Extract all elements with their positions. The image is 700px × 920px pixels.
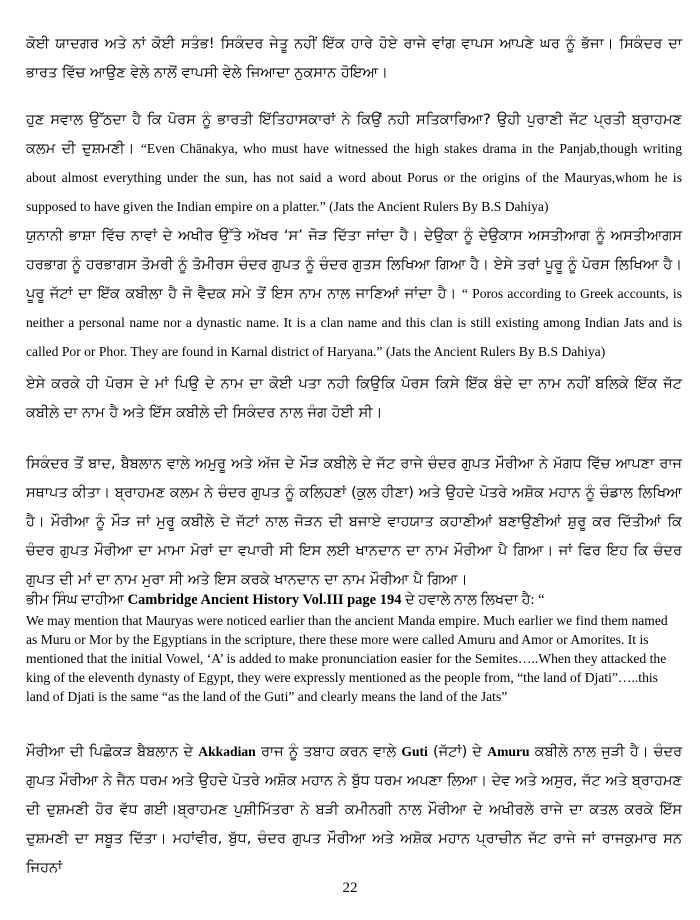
paragraph-7-guti: Guti [401,744,428,759]
paragraph-4 [26,370,682,428]
paragraph-7-part-e: (ਜੱਟਾਂ) ਦੇ [433,744,483,760]
paragraph-3-english-quote: “ Poros according to Greek accounts, is neither a personal name nor a dynastic name. It is a clan name and this clan is still existing among Indian Jats and is called Por or Phor. They are found in Karnal district of Haryana.” (Jats the Ancient Rulers By B.S Dahiya) [26,286,682,359]
paragraph-4-text: ਏਸੇ ਕਰਕੇ ਹੀ ਪੋਰਸ ਦੇ ਮਾਂ ਪਿਉ ਦੇ ਨਾਮ ਦਾ ਕੋਈ ਪਤਾ ਨਹੀ ਕਿਉਕਿ ਪੋਰਸ ਕਿਸੇ ਇੱਕ ਬੰਦੇ ਦਾ ਨਾਮ ਨਹੀਂ ਬਲਿਕੇ ਇੱਕ ਜੱਟ ਕਬੀਲੇ ਦਾ ਨਾਮ ਹੈ ਅਤੇ ਇੱਸ ਕਬੀਲੇ ਦੀ ਸਿਕੰਦਰ ਨਾਲ ਜੰਗ ਹੋਈ ਸੀ। [26,376,682,421]
paragraph-1 [26,30,682,88]
paragraph-6-lead [26,589,682,611]
paragraph-7-part-c: ਰਾਜ ਨੂੰ ਤਬਾਹ ਕਰਨ ਵਾਲੇ [260,744,397,760]
paragraph-7 [26,738,682,883]
paragraph-1-text: ਕੋਈ ਯਾਦਗਰ ਅਤੇ ਨਾਂ ਕੋਈ ਸਤੰਭ! ਸਿਕੰਦਰ ਜੇਤੂ ਨਹੀਂ ਇੱਕ ਹਾਰੇ ਹੋਏ ਰਾਜੇ ਵਾਂਗ ਵਾਪਸ ਆਪਣੇ ਘਰ ਨੂੰ ਭੱਜਾ। ਸਿਕੰਦਰ ਦਾ ਭਾਰਤ ਵਿੱਚ ਆਉਣ ਵੇਲੇ ਨਾਲੋਂ ਵਾਪਸੀ ਵੇਲੇ ਜਿਆਦਾ ਨੁਕਸਾਨ ਹੋਇਆ। [26,36,682,81]
page-number: 22 [342,880,358,896]
paragraph-2 [26,106,682,222]
paragraph-7-part-a: ਮੌਰੀਆ ਦੀ ਪਿਛੋਕੜ ਬੈਬਲਾਨ ਦੇ [26,744,194,760]
paragraph-6-lead-punjabi: ਭੀਮ ਸਿੰਘ ਦਾਹੀਆ [26,592,124,608]
paragraph-6-lead-tail: ਦੇ ਹਵਾਲੇ ਨਾਲ ਲਿਖਦਾ ਹੈ: “ [405,592,545,608]
paragraph-7-akkadian: Akkadian [198,744,256,759]
paragraph-2-english-quote: “Even Chānakya, who must have witnessed the high stakes drama in the Panjab,though writing about almost everything under the sun, has not said a word about Porus or the origins of the Mauryas,whom he is supposed to have given the Indian empire on a platter.” (Jats the Ancient Rulers By B.S Dahiya) [26,141,682,214]
paragraph-5-text: ਸਿਕੰਦਰ ਤੋਂ ਬਾਦ, ਬੈਬਲਾਨ ਵਾਲੇ ਅਮੁਰੂ ਅਤੇ ਅੱਜ ਦੇ ਮੌੜ ਕਬੀਲੇ ਦੇ ਜੱਟ ਰਾਜੇ ਚੰਦਰ ਗੁਪਤ ਮੌਰੀਆ ਨੇ ਮੱਗਧ ਵਿੱਚ ਆਪਣਾ ਰਾਜ ਸਥਾਪਤ ਕੀਤਾ। ਬ੍ਰਾਹਮਣ ਕਲਮ ਨੇ ਚੰਦਰ ਗੁਪਤ ਨੂੰ ਕਲਿਹਣਾਂ (ਕੁਲ ਹੀਣਾ) ਅਤੇ ਉਹਦੇ ਪੋਤਰੇ ਅਸ਼ੋਕ ਮਹਾਨ ਨੂੰ ਚੰਡਾਲ ਲਿਖਿਆ ਹੈ। ਮੌਰੀਆ ਨੂੰ ਮੌੜ ਜਾਂ ਮੁਰੂ ਕਬੀਲੇ ਦੇ ਜੱਟਾਂ ਨਾਲ ਜੋੜਨ ਦੀ ਬਜਾਏ ਵਾਹਯਾਤ ਕਹਾਣੀਆਂ ਬਣਾਉਣੀਆਂ ਸ਼ੁਰੂ ਕਰ ਦਿੱਤੀਆਂ ਕਿ ਚੰਦਰ ਗੁਪਤ ਮੌਰੀਆ ਦਾ ਮਾਮਾ ਮੋਰਾਂ ਦਾ ਵਪਾਰੀ ਸੀ ਇਸ ਲਈ ਖਾਨਦਾਨ ਦਾ ਨਾਮ ਮੌਰੀਆ ਪੈ ਗਿਆ। ਜਾਂ ਫਿਰ ਇਹ ਕਿ ਚੰਦਰ ਗੁਪਤ ਦੀ ਮਾਂ ਦਾ ਨਾਮ ਮੁਰਾ ਸੀ ਅਤੇ ਇਸ ਕਰਕੇ ਖਾਨਦਾਨ ਦਾ ਨਾਮ ਮੌਰੀਆ ਪੈ ਗਿਆ। [26,456,682,588]
paragraph-6-english-quote: We may mention that Mauryas were noticed earlier than the ancient Manda empire. Much earlier we find them named as Muru or Mor by the Egyptians in the scripture, there these more were called Amuru and Amor or Amorites. It is mentioned that the initial Vowel, ‘A’ is added to make pronunciation easier for the Semites…..When they attacked the king of the eleventh dynasty of Egypt, they were expressly mentioned as the people from, “the land of Djati”…..this land of Djati is the same “as the land of the Guti” and clearly means the land of the Jats” [26,613,668,704]
paragraph-6-lead-citation: Cambridge Ancient History Vol.III page 194 [127,592,402,608]
paragraph-2-punjabi: ਹੁਣ ਸਵਾਲ ਉੱਠਦਾ ਹੈ ਕਿ ਪੋਰਸ ਨੂੰ ਭਾਰਤੀ ਇੱਤਿਹਾਸਕਾਰਾਂ ਨੇ ਕਿਉਂ ਨਹੀ ਸਤਿਕਾਰਿਆ? ਉਹੀ ਪੁਰਾਣੀ ਜੱਟ ਪ੍ਰਤੀ ਬ੍ਰਾਹਮਣ ਕਲਮ ਦੀ ਦੁਸ਼ਮਣੀ। [26,112,682,157]
paragraph-3-punjabi: ਯੁਨਾਨੀ ਭਾਸ਼ਾ ਵਿੱਚ ਨਾਵਾਂ ਦੇ ਅਖੀਰ ਉੱਤੇ ਅੱਖਰ ‘ਸ’ ਜੋੜ ਦਿੱਤਾ ਜਾਂਦਾ ਹੈ। ਦੇਉਕਾ ਨੂੰ ਦੇਉਕਾਸ ਅਸਤੀਆਗ ਨੂੰ ਅਸਤੀਆਗਸ ਹਰਭਾਗ ਨੂੰ ਹਰਭਾਗਸ ਤੋਮਰੀ ਨੂੰ ਤੋਮੀਰਸ ਚੰਦਰ ਗੁਪਤ ਨੂੰ ਚੰਦਰ ਗੁਤਸ ਲਿਖਿਆ ਗਿਆ ਹੈ। ਏਸੇ ਤਰਾਂ ਪੂਰੂ ਨੂੰ ਪੋਰਸ ਲਿਖਿਆ ਹੈ। ਪੂਰੂ ਜੱਟਾਂ ਦਾ ਇੱਕ ਕਬੀਲਾ ਹੈ ਜੋ ਵੈਦਕ ਸਮੇ ਤੋਂ ਇਸ ਨਾਮ ਨਾਲ ਜਾਣਿਆਂ ਜਾਂਦਾ ਹੈ। [26,228,682,302]
paragraph-7-part-g: ਕਬੀਲੇ ਨਾਲ ਜੁੜੀ ਹੈ। ਚੰਦਰ ਗੁਪਤ ਮੌਰੀਆ ਨੇ ਜੈਨ ਧਰਮ ਅਤੇ ਉਹਦੇ ਪੋਤਰੇ ਅਸ਼ੋਕ ਮਹਾਨ ਨੇ ਬੁੱਧ ਧਰਮ ਅਪਣਾ ਲਿਆ। ਦੇਵ ਅਤੇ ਅਸੁਰ, ਜੱਟ ਅਤੇ ਬ੍ਰਾਹਮਣ ਦੀ ਦੁਸ਼ਮਣੀ ਹੋਰ ਵੱਧ ਗਈ।ਬ੍ਰਾਹਮਣ ਪੁਸ਼ੀਮਿੱਤਰਾ ਨੇ ਬੜੀ ਕਮੀਨਗੀ ਨਾਲ ਮੌਰੀਆ ਦੇ ਅਖੀਰਲੇ ਰਾਜੇ ਦਾ ਕਤਲ ਕਰਕੇ ਇੱਸ ਦੁਸ਼ਮਣੀ ਦਾ ਸਬੂਤ ਦਿੱਤਾ। ਮਹਾਂਵੀਰ, ਬੁੱਧ, ਚੰਦਰ ਗੁਪਤ ਮੌਰੀਆ ਅਤੇ ਅਸ਼ੋਕ ਮਹਾਨ ਪ੍ਰਾਚੀਨ ਜੱਟ ਰਾਜੇ ਜਾਂ ਰਾਜਕੁਮਾਰ ਸਨ ਜਿਹਨਾਂ [26,744,683,876]
paragraph-6 [26,589,682,706]
paragraph-5 [26,450,682,595]
paragraph-7-amuru: Amuru [487,744,530,759]
paragraph-3 [26,222,682,367]
